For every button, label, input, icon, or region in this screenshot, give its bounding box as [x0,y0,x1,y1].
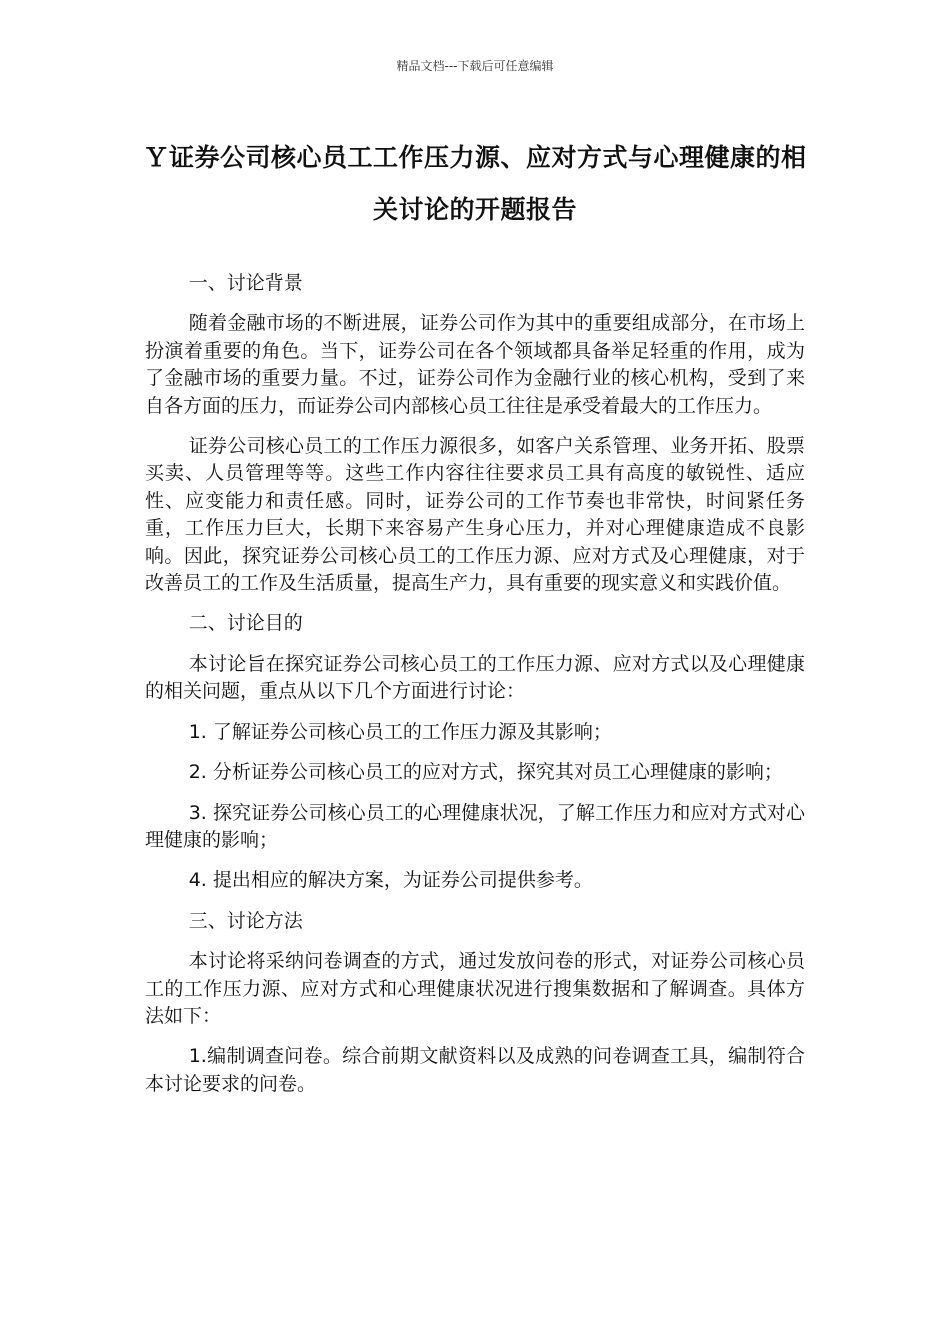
page-header: 精品文档---下载后可任意编辑 [396,59,554,73]
paragraph-background-1: 随着金融市场的不断进展，证券公司作为其中的重要组成部分，在市场上扮演着重要的角色。当下，证券公司在各个领域都具备举足轻重的作用，成为了金融市场的重要力量。不过，证券公司作为金融行业的核心机构，受到了来自各方面的压力，而证券公司内部核心员工往往是承受着最大的工作压力。 [145,312,805,417]
list-item-method-1: 1.编制调查问卷。综合前期文献资料以及成熟的问卷调查工具，编制符合本讨论要求的问卷。 [145,1045,805,1095]
section-heading-method: 三、讨论方法 [188,909,303,932]
paragraph-background-2: 证券公司核心员工的工作压力源很多，如客户关系管理、业务开拓、股票买卖、人员管理等等。这些工作内容往往要求员工具有高度的敏锐性、适应性、应变能力和责任感。同时，证券公司的工作节奏也非常快，时间紧任务重，工作压力巨大，长期下来容易产生身心压力，并对心理健康造成不良影响。因此，探究证券公司核心员工的工作压力源、应对方式及心理健康，对于改善员工的工作及生活质量，提高生产力，具有重要的现实意义和实践价值。 [145,435,805,595]
section-heading-purpose: 二、讨论目的 [188,612,303,635]
list-item-purpose-3: 3. 探究证券公司核心员工的心理健康状况，了解工作压力和应对方式对心理健康的影响； [145,801,805,851]
list-item-purpose-2: 2. 分析证券公司核心员工的应对方式，探究其对员工心理健康的影响； [188,761,783,784]
section-heading-background: 一、讨论背景 [188,272,303,294]
document-title: Ｙ证券公司核心员工工作压力源、应对方式与心理健康的相关讨论的开题报告 [143,143,807,224]
document-body [145,270,805,1111]
list-item-purpose-4: 4. 提出相应的解决方案，为证券公司提供参考。 [188,869,593,892]
list-item-purpose-1: 1. 了解证券公司核心员工的工作压力源及其影响； [188,720,612,743]
paragraph-purpose-intro: 本讨论旨在探究证券公司核心员工的工作压力源、应对方式以及心理健康的相关问题，重点从以下几个方面进行讨论： [145,652,805,703]
paragraph-method-intro: 本讨论将采纳问卷调查的方式，通过发放问卷的形式，对证券公司核心员工的工作压力源、应对方式和心理健康状况进行搜集数据和了解调查。具体方法如下： [145,950,805,1027]
